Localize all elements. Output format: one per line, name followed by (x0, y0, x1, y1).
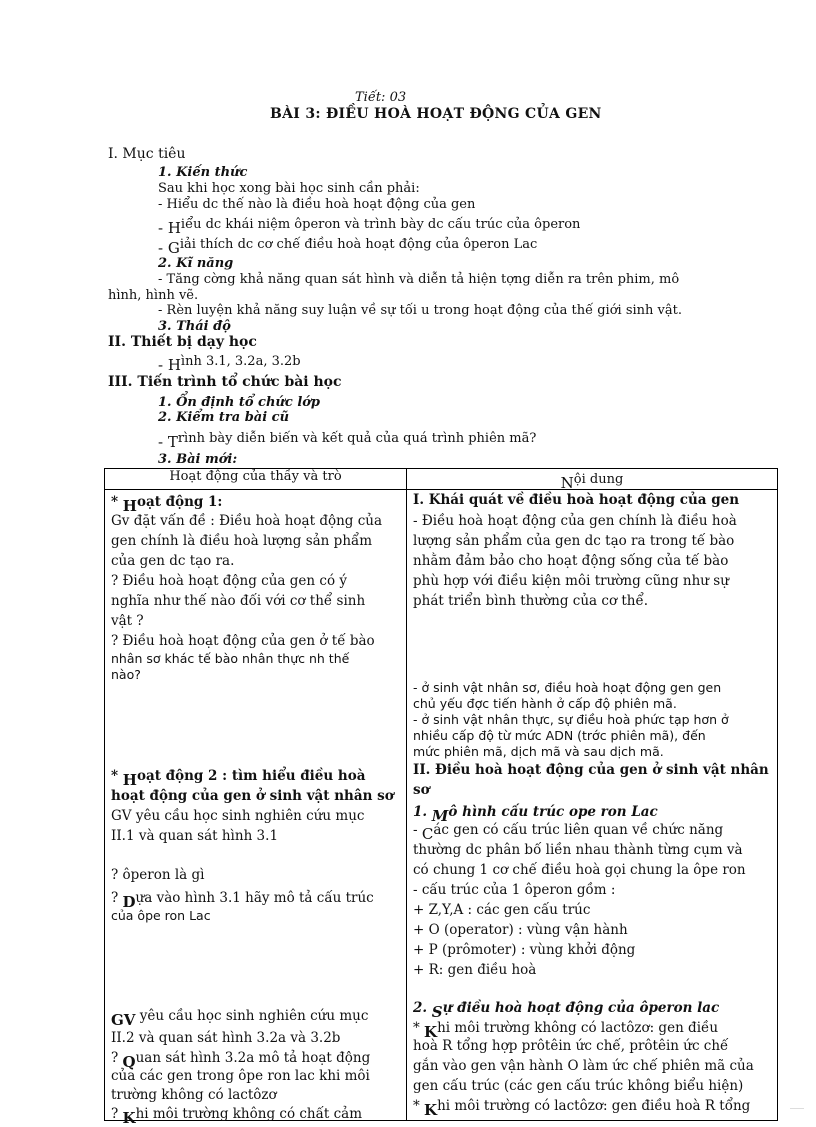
activity-text: ? Điều hoà hoạt động của gen có ý (111, 573, 347, 589)
content-text: chủ yếu đợc tiến hành ở cấp độ phiên mã. (413, 696, 677, 711)
step-2: 2. Kiểm tra bài cũ (158, 410, 290, 425)
section-process-heading: III. Tiến trình tổ chức bài học (108, 374, 342, 390)
bullet-star: * (413, 1020, 425, 1036)
skills-line: - Rèn luyện khả năng suy luận về sự tối u trong hoạt động của thế giới sinh vật. (158, 303, 682, 318)
drop-cap: S (431, 1003, 443, 1021)
drop-cap: K (122, 1109, 136, 1127)
col-header-content (407, 469, 778, 490)
drop-cap: - H (158, 219, 181, 237)
activities-cell (105, 490, 407, 1127)
drop-cap: K (424, 1023, 438, 1041)
subheading-text: ô hình cấu trúc ope ron Lac (448, 804, 658, 820)
activity-text (111, 1104, 363, 1127)
content-text (413, 1018, 719, 1041)
equipment-item-text: ình 3.1, 3.2a, 3.2b (180, 354, 301, 369)
attitude-heading: 3. Thái độ (158, 319, 231, 334)
activity-text: của gen dc tạo ra. (111, 553, 235, 569)
step-1: 1. Ổn định tổ chức lớp (158, 395, 321, 410)
skills-line: hình, hình vẽ. (108, 288, 199, 303)
subheading-number: 2. (413, 1000, 432, 1016)
drop-cap: H (122, 771, 137, 789)
content-text: hoà R tổng hợp prôtêin ức chế, prôtêin ức chế (413, 1038, 729, 1054)
question-mark: ? (111, 1106, 123, 1122)
activity-text: vật ? (111, 613, 144, 629)
question-mark: ? (111, 890, 123, 906)
drop-cap: C (421, 825, 434, 843)
section-objectives-heading: I. Mục tiêu (108, 146, 186, 162)
bullet-dash: - (413, 822, 422, 838)
lesson-number: Tiết: 03 (355, 90, 407, 105)
subheading-text: ự điều hoà hoạt động của ôperon lac (442, 1000, 720, 1016)
activity-title-text: oạt động 1: (136, 494, 223, 510)
drop-cap: D (122, 893, 136, 911)
content-text: - cấu trúc của 1 ôperon gồm : (413, 882, 616, 898)
activity-text-body: uan sát hình 3.2a mô tả hoạt động (135, 1050, 371, 1066)
bullet-star: * (111, 768, 123, 784)
activity-text: gen chính là điều hoà lượng sản phẩm (111, 533, 373, 549)
drop-cap: N (560, 474, 574, 492)
drop-cap: - G (158, 239, 180, 257)
subheading-number: 1. (413, 804, 432, 820)
bullet-star: * (111, 494, 123, 510)
drop-cap: M (431, 807, 449, 825)
content-text: nhiều cấp độ từ mức ADN (trớc phiên mã), đến (413, 728, 706, 743)
lesson-table (104, 468, 778, 1127)
content-text: - ở sinh vật nhân thực, sự điều hoà phức tạp hơn ở (413, 712, 729, 727)
activity-text: của các gen trong ôpe ron lac khi môi (111, 1068, 370, 1084)
content-section-2-title-line2: sơ (413, 782, 430, 798)
page-corner-mark (790, 1108, 804, 1109)
activity-text: ? ôperon là gì (111, 867, 205, 883)
activity-text-body: yêu cầu học sinh nghiên cứu mục (135, 1008, 369, 1024)
content-text: + P (prômoter) : vùng khởi động (413, 942, 636, 958)
bullet-star: * (413, 1098, 425, 1114)
content-text: phát triển bình thường của cơ thể. (413, 593, 649, 609)
content-text: có chung 1 cơ chế điều hoà gọi chung la ôpe ron (413, 862, 746, 878)
activity-text: ? Điều hoà hoạt động của gen ở tế bào (111, 633, 375, 649)
activity-text: GV yêu cầu học sinh nghiên cứu mục (111, 808, 365, 824)
review-question (158, 429, 537, 451)
content-subheading-1 (413, 802, 658, 825)
activity-text: II.2 và quan sát hình 3.2a và 3.2b (111, 1030, 341, 1046)
activity-2-title-line2: hoạt động của gen ở sinh vật nhân sơ (111, 788, 394, 804)
skills-line: - Tăng cờng khả năng quan sát hình và diễn tả hiện tợng diễn ra trên phim, mô (158, 272, 680, 287)
activity-text: nghĩa như thế nào đối với cơ thể sinh (111, 593, 366, 609)
content-text: + R: gen điều hoà (413, 962, 537, 978)
knowledge-item (158, 215, 581, 237)
activity-text-body: ựa vào hình 3.1 hãy mô tả cấu trúc (135, 890, 374, 906)
content-text: phù hợp với điều kiện môi trường cũng như sự (413, 573, 729, 589)
drop-cap: GV (111, 1011, 136, 1029)
content-text-body: ác gen có cấu trúc liên quan về chức năng (433, 822, 724, 838)
content-text: mức phiên mã, dịch mã và sau dịch mã. (413, 744, 664, 759)
content-text-body: hi môi trường không có lactôzơ: gen điều (437, 1020, 719, 1036)
activity-text: II.1 và quan sát hình 3.1 (111, 828, 279, 844)
step-3: 3. Bài mới: (158, 452, 238, 467)
drop-cap: K (424, 1101, 438, 1119)
content-cell (407, 490, 778, 1121)
activity-text (111, 1006, 369, 1029)
activity-text: Gv đặt vấn đề : Điều hoà hoạt động của (111, 513, 383, 529)
content-section-1-title: I. Khái quát về điều hoà hoạt động của gen (413, 492, 740, 508)
content-text: gắn vào gen vận hành O làm ức chế phiên mã của (413, 1058, 754, 1074)
knowledge-item-text: iải thích dc cơ chế điều hoà hoạt động của ôperon Lac (179, 237, 538, 252)
activity-text: trường không có lactôzơ (111, 1087, 277, 1103)
content-subheading-2 (413, 998, 720, 1021)
content-text: - ở sinh vật nhân sơ, điều hoà hoạt động gen gen (413, 680, 722, 695)
content-section-2-title: II. Điều hoà hoạt động của gen ở sinh vật nhân (413, 762, 769, 778)
drop-cap: Q (122, 1053, 136, 1071)
knowledge-item-text: iểu dc khái niệm ôperon và trình bày dc cấu trúc của ôperon (180, 217, 581, 232)
content-text (413, 820, 724, 843)
activity-text: nào? (111, 667, 141, 682)
content-text: - Điều hoà hoạt động của gen chính là điều hoà (413, 513, 737, 529)
activity-text: nhân sơ khác tế bào nhân thực nh thế (111, 651, 350, 666)
content-text: gen cấu trúc (các gen cấu trúc không biểu hiện) (413, 1078, 744, 1094)
content-text: thường dc phân bố liền nhau thành từng cụm và (413, 842, 743, 858)
activity-title-text: oạt động 2 : tìm hiểu điều hoà (136, 768, 366, 784)
activity-text (111, 1048, 371, 1071)
knowledge-intro: Sau khi học xong bài học sinh cần phải: (158, 181, 420, 196)
content-text-body: hi môi trường có lactôzơ: gen điều hoà R tổng (437, 1098, 751, 1114)
drop-cap: - T (158, 433, 178, 451)
activity-1-title (111, 492, 223, 515)
knowledge-heading: 1. Kiến thức (158, 165, 248, 180)
content-text: + O (operator) : vùng vận hành (413, 922, 628, 938)
knowledge-item: - Hiểu dc thế nào là điều hoà hoạt động của gen (158, 197, 476, 212)
content-text: lượng sản phẩm của gen dc tạo ra trong tế bào (413, 533, 735, 549)
drop-cap: H (122, 497, 137, 515)
col-header-content-text: ội dung (573, 472, 624, 487)
content-text: + Z,Y,A : các gen cấu trúc (413, 902, 591, 918)
knowledge-item (158, 235, 538, 257)
question-mark: ? (111, 1050, 123, 1066)
activity-text (111, 888, 374, 911)
col-header-activities: Hoạt động của thầy và trò (105, 469, 407, 490)
activity-2-title (111, 766, 366, 789)
content-text: nhằm đảm bảo cho hoạt động sống của tế bào (413, 553, 729, 569)
lesson-title: BÀI 3: ĐIỀU HOÀ HOẠT ĐỘNG CỦA GEN (270, 106, 602, 122)
drop-cap: - H (158, 356, 181, 374)
content-text (413, 1096, 751, 1119)
activity-text: của ôpe ron Lac (111, 908, 211, 923)
activity-text-body: hi môi trường không có chất cảm (135, 1106, 363, 1122)
review-question-text: rình bày diễn biến và kết quả của quá trình phiên mã? (177, 431, 537, 446)
equipment-item (158, 352, 301, 374)
section-equipment-heading: II. Thiết bị dạy học (108, 334, 257, 350)
skills-heading: 2. Kĩ năng (158, 256, 234, 271)
